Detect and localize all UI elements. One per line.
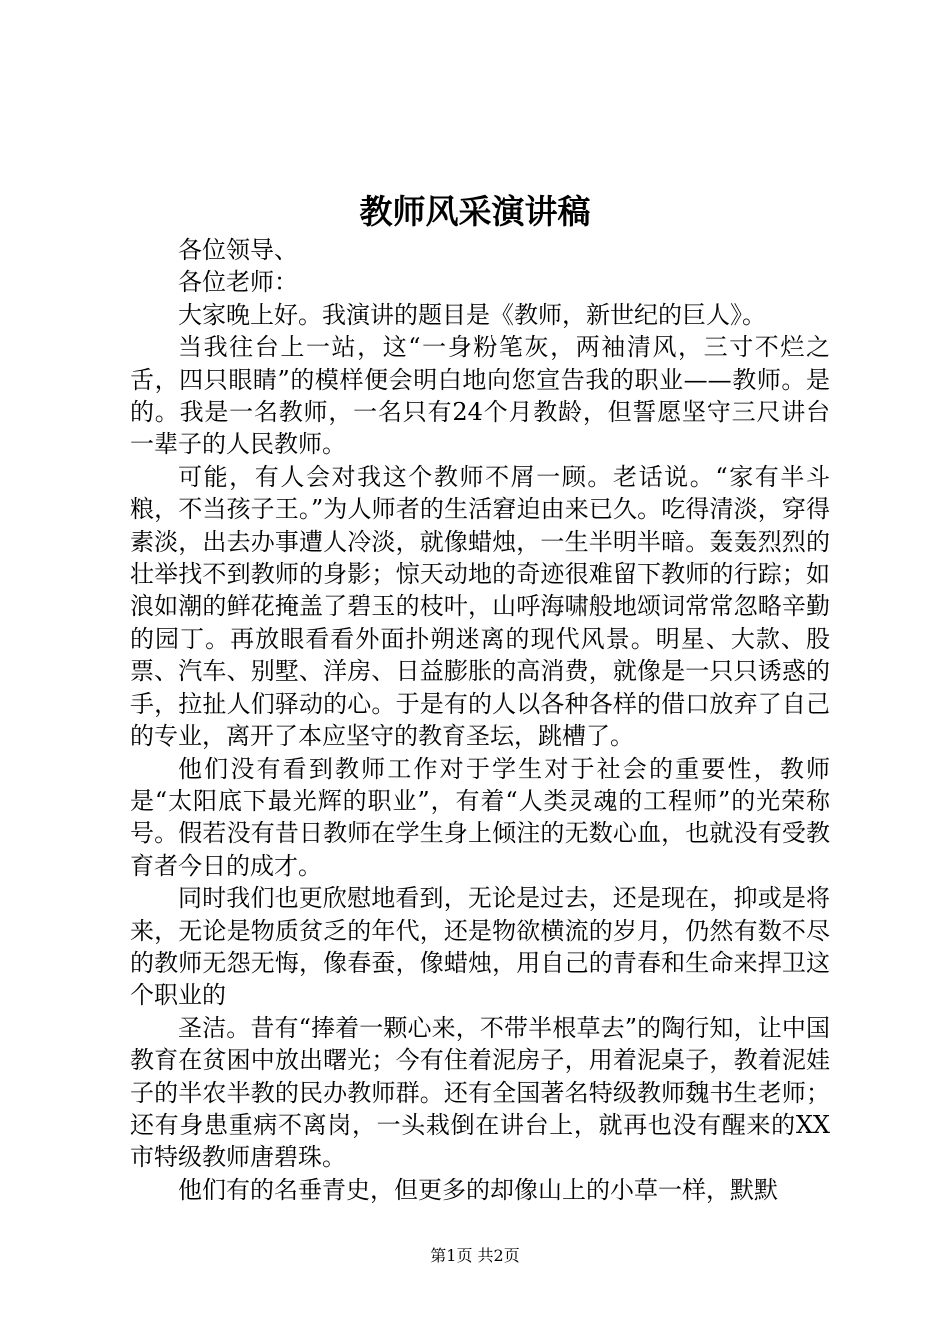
paragraph-identity: 当我往台上一站，这“一身粉笔灰，两袖清风，三寸不烂之舌，四只眼睛”的模样便会明白地向您宣告我的职业——教师。是的。我是一名教师，一名只有24个月教龄，但誓愿坚守三尺讲台一辈子的人民教师。 bbox=[130, 333, 830, 459]
paragraph-greeting-1: 各位领导、 bbox=[178, 236, 298, 264]
document-body bbox=[130, 234, 830, 1206]
document-title: 教师风采演讲稿 bbox=[359, 192, 591, 231]
paragraph-importance: 他们没有看到教师工作对于学生对于社会的重要性，教师是“太阳底下最光辉的职业”，有着“人类灵魂的工程师”的光荣称号。假若没有昔日教师在学生身上倾注的无数心血，也就没有受教育者今日的成才。 bbox=[130, 754, 830, 880]
paragraph-devotion: 同时我们也更欣慰地看到，无论是过去，还是现在，抑或是将来，无论是物质贫乏的年代，还是物欲横流的岁月，仍然有数不尽的教师无怨无悔，像春蚕，像蜡烛，用自己的青春和生命来捍卫这个职业的 bbox=[130, 884, 830, 1010]
paragraph-closing: 他们有的名垂青史，但更多的却像山上的小草一样，默默 bbox=[178, 1175, 778, 1204]
page-number-footer: 第1页 共2页 bbox=[430, 1246, 520, 1265]
paragraph-examples: 圣洁。昔有“捧着一颗心来，不带半根草去”的陶行知，让中国教育在贫困中放出曙光；今有住着泥房子，用着泥桌子，教着泥娃子的半农半教的民办教师群。还有全国著名特级教师魏书生老师；还有身患重病不离岗，一头栽倒在讲台上，就再也没有醒来的XX市特级教师唐碧珠。 bbox=[130, 1013, 830, 1172]
paragraph-hardship: 可能，有人会对我这个教师不屑一顾。老话说。“家有半斗粮，不当孩子王。”为人师者的生活窘迫由来已久。吃得清淡，穿得素淡，出去办事遭人冷淡，就像蜡烛，一生半明半暗。轰轰烈烈的壮举找不到教师的身影；惊天动地的奇迹很难留下教师的行踪；如浪如潮的鲜花掩盖了碧玉的枝叶，山呼海啸般地颂词常常忽略辛勤的园丁。再放眼看看外面扑朔迷离的现代风景。明星、大款、股票、汽车、别墅、洋房、日益膨胀的高消费，就像是一只只诱惑的手，拉扯人们驿动的心。于是有的人以各种各样的借口放弃了自己的专业，离开了本应坚守的教育圣坛，跳槽了。 bbox=[130, 462, 830, 751]
paragraph-intro: 大家晚上好。我演讲的题目是《教师，新世纪的巨人》。 bbox=[178, 300, 766, 329]
paragraph-greeting-2: 各位老师： bbox=[178, 268, 298, 297]
